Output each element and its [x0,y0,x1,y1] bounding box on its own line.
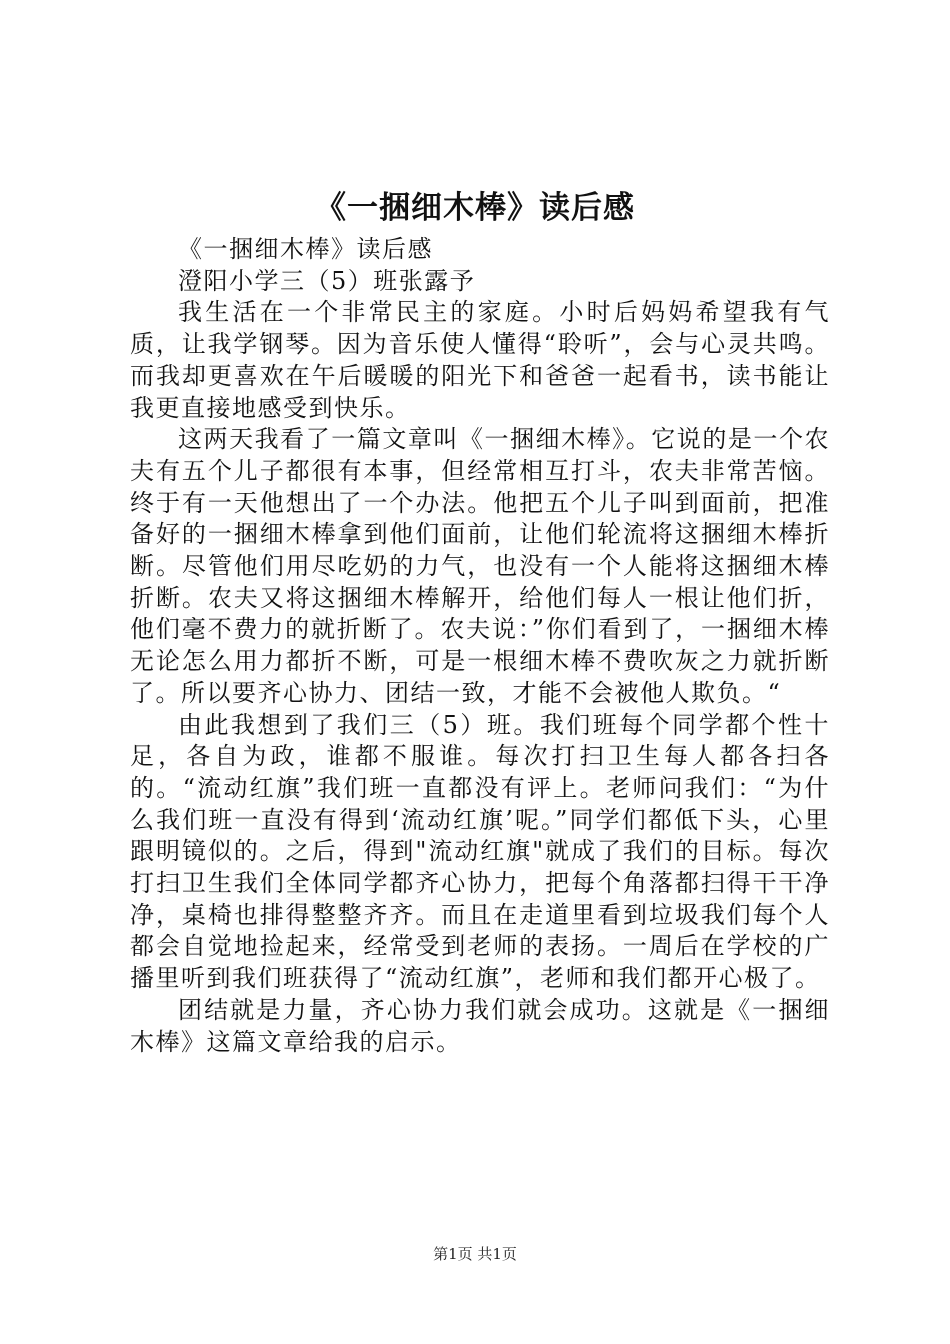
document-body [130,234,830,1058]
body-paragraph: 这两天我看了一篇文章叫《一捆细木棒》。它说的是一个农夫有五个儿子都很有本事，但经常相互打斗，农夫非常苦恼。终于有一天他想出了一个办法。他把五个儿子叫到面前，把准备好的一捆细木棒拿到他们面前，让他们轮流将这捆细木棒折断。尽管他们用尽吃奶的力气，也没有一个人能将这捆细木棒折断。农夫又将这捆细木棒解开，给他们每人一根让他们折，他们毫不费力的就折断了。农夫说：”你们看到了，一捆细木棒无论怎么用力都折不断，可是一根细木棒不费吹灰之力就折断了。所以要齐心协力、团结一致，才能不会被他人欺负。“ [130,425,830,707]
body-paragraph: 团结就是力量，齐心协力我们就会成功。这就是《一捆细木棒》这篇文章给我的启示。 [130,995,830,1056]
body-paragraph: 我生活在一个非常民主的家庭。小时后妈妈希望我有气质，让我学钢琴。因为音乐使人懂得“聆听”，会与心灵共鸣。而我却更喜欢在午后暖暖的阳光下和爸爸一起看书，读书能让我更直接地感受到快乐。 [130,298,830,422]
body-paragraph: 由此我想到了我们三（5）班。我们班每个同学都个性十足，各自为政，谁都不服谁。每次打扫卫生每人都各扫各的。“流动红旗”我们班一直都没有评上。老师问我们：“为什么我们班一直没有得到‘流动红旗’呢。”同学们都低下头，心里跟明镜似的。之后，得到"流动红旗"就成了我们的目标。每次打扫卫生我们全体同学都齐心协力，把每个角落都扫得干干净净，桌椅也排得整整齐齐。而且在走道里看到垃圾我们每个人都会自觉地捡起来，经常受到老师的表扬。一周后在学校的广播里听到我们班获得了“流动红旗”，老师和我们都开心极了。 [130,710,830,993]
document-title: 《一捆细木棒》读后感 [315,190,635,226]
author-line: 澄阳小学三（5）班张露予 [178,266,476,295]
page-number-footer: 第1页 共1页 [433,1245,517,1263]
subtitle-paragraph: 《一捆细木棒》读后感 [178,235,433,263]
